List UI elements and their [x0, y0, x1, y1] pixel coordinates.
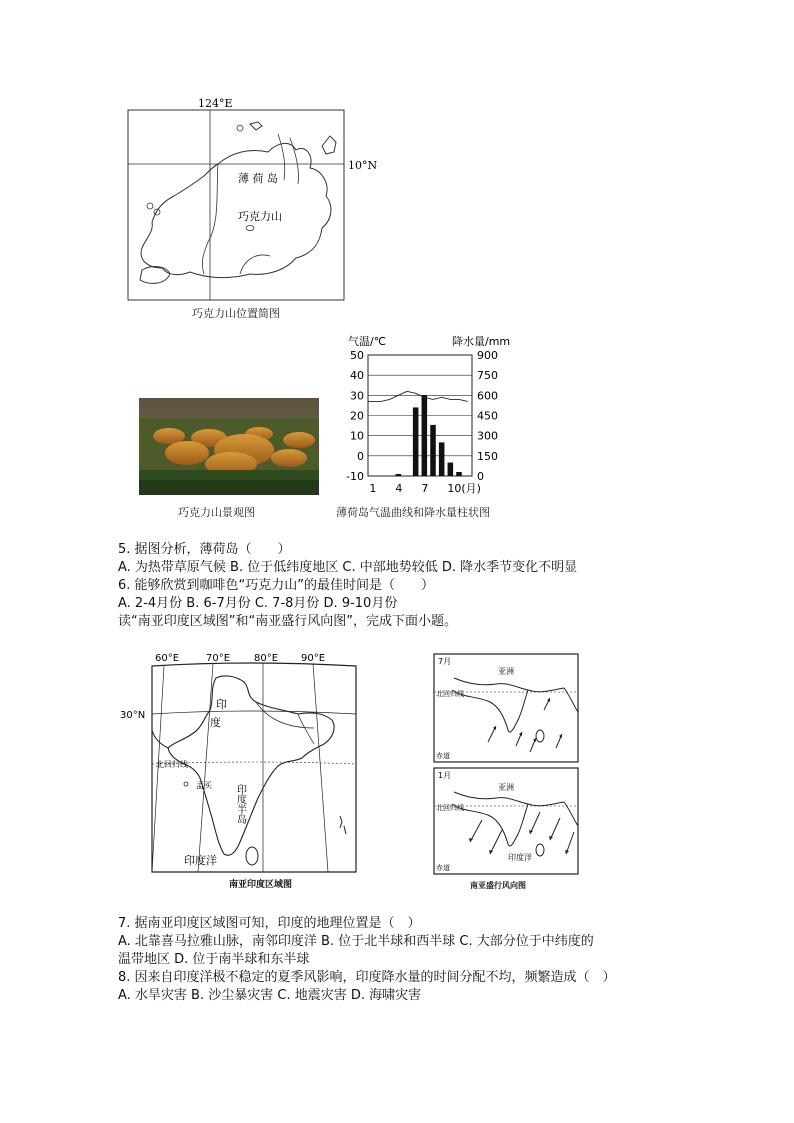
precip-bar	[456, 472, 462, 476]
x-tick-label: 10(月)	[447, 482, 481, 495]
south-asia-map	[118, 648, 368, 892]
lon-60: 60°E	[155, 653, 180, 664]
jan-ocean-label: 印度洋	[508, 853, 532, 862]
right-tick-label: 750	[477, 369, 498, 383]
left-tick-label: 10	[350, 429, 364, 443]
right-axis-label: 降水量/mm	[452, 335, 511, 348]
south-asia-map-caption: 南亚印度区域图	[229, 880, 293, 890]
q6-options: A. 2-4月份 B. 6-7月份 C. 7-8月份 D. 9-10月份	[118, 596, 398, 611]
q6-stem: 6. 能够欣赏到咖啡色“巧克力山”的最佳时间是（ ）	[118, 578, 435, 593]
tropic-label: 北回归线	[156, 760, 188, 769]
figure1-caption: 巧克力山位置简图	[192, 307, 280, 320]
left-axis-label: 气温/℃	[348, 335, 387, 348]
left-tick-label: 40	[350, 369, 364, 383]
lon-80: 80°E	[254, 653, 279, 664]
july-tropic-label: 北回归线	[436, 690, 464, 698]
right-tick-label: 150	[477, 449, 498, 463]
wind-map-caption: 南亚盛行风向图	[470, 881, 526, 890]
q5-stem: 5. 据图分析，薄荷岛（ ）	[118, 542, 291, 557]
photo-caption: 巧克力山景观图	[178, 506, 255, 519]
wind-direction-maps	[432, 650, 582, 890]
q7-stem: 7. 据南亚印度区域图可知，印度的地理位置是（ ）	[118, 916, 421, 931]
july-asia-label: 亚洲	[498, 667, 514, 676]
left-tick-label: 0	[357, 449, 364, 463]
right-tick-label: 900	[477, 349, 498, 362]
left-tick-label: 30	[350, 389, 364, 403]
left-tick-label: 20	[350, 409, 364, 423]
x-tick-label: 7	[421, 482, 429, 495]
right-tick-label: 300	[477, 429, 498, 443]
climate-chart	[330, 330, 530, 500]
right-tick-label: 600	[477, 389, 498, 403]
left-tick-label: -10	[346, 470, 364, 483]
lon-70: 70°E	[206, 653, 231, 664]
temperature-line	[368, 391, 468, 401]
right-tick-label: 0	[477, 470, 484, 483]
precip-bar	[396, 474, 402, 476]
peninsula-label	[235, 783, 247, 825]
q7-options-line2: 温带地区 D. 位于南半球和东半球	[118, 952, 310, 967]
q5-options: A. 为热带草原气候 B. 位于低纬度地区 C. 中部地势较低 D. 降水季节变化不明显	[118, 560, 578, 575]
bohol-island-outline	[141, 143, 331, 277]
precip-bar	[448, 463, 454, 476]
india-outline	[168, 676, 334, 855]
bohol-location-map	[100, 92, 400, 322]
jan-label: 1月	[438, 771, 452, 780]
india-label-mid: 度	[210, 716, 221, 729]
city-label: 孟买	[196, 781, 212, 790]
chocolate-hills-photo	[139, 398, 319, 495]
q7-options-line1: A. 北靠喜马拉雅山脉，南邻印度洋 B. 位于北半球和西半球 C. 大部分位于中纬度的	[118, 934, 594, 949]
ocean-label: 印度洋	[184, 854, 217, 867]
island-label: 薄 荷 岛	[238, 172, 278, 185]
jan-asia-label: 亚洲	[498, 783, 514, 792]
intro-text: 读“南亚印度区域图”和“南亚盛行风向图”，完成下面小题。	[118, 614, 457, 629]
lat-label: 10°N	[348, 159, 378, 172]
x-tick-label: 1	[369, 482, 377, 495]
q8-stem: 8. 因来自印度洋极不稳定的夏季风影响，印度降水量的时间分配不均，频繁造成（ ）	[118, 970, 616, 985]
left-tick-label: 50	[350, 349, 364, 362]
jan-tropic-label: 北回归线	[436, 804, 464, 812]
lon-label: 124°E	[198, 97, 233, 110]
hills-label: 巧克力山	[238, 210, 282, 223]
x-tick-label: 4	[395, 482, 403, 495]
chart-caption: 薄荷岛气温曲线和降水量柱状图	[336, 506, 490, 519]
q8-options: A. 水旱灾害 B. 沙尘暴灾害 C. 地震灾害 D. 海啸灾害	[118, 988, 422, 1003]
india-label-top: 印	[216, 698, 227, 711]
july-label: 7月	[438, 657, 452, 666]
lon-90: 90°E	[301, 653, 326, 664]
precip-bar	[422, 395, 428, 476]
jan-equator-label: 赤道	[436, 864, 450, 872]
peninsula-label-text: 印度半岛	[234, 784, 246, 824]
right-tick-label: 450	[477, 409, 498, 423]
precip-bar	[413, 407, 419, 476]
precip-bar	[430, 425, 436, 476]
precip-bar	[439, 442, 445, 476]
lat-30: 30°N	[120, 710, 146, 721]
july-equator-label: 赤道	[436, 752, 450, 760]
